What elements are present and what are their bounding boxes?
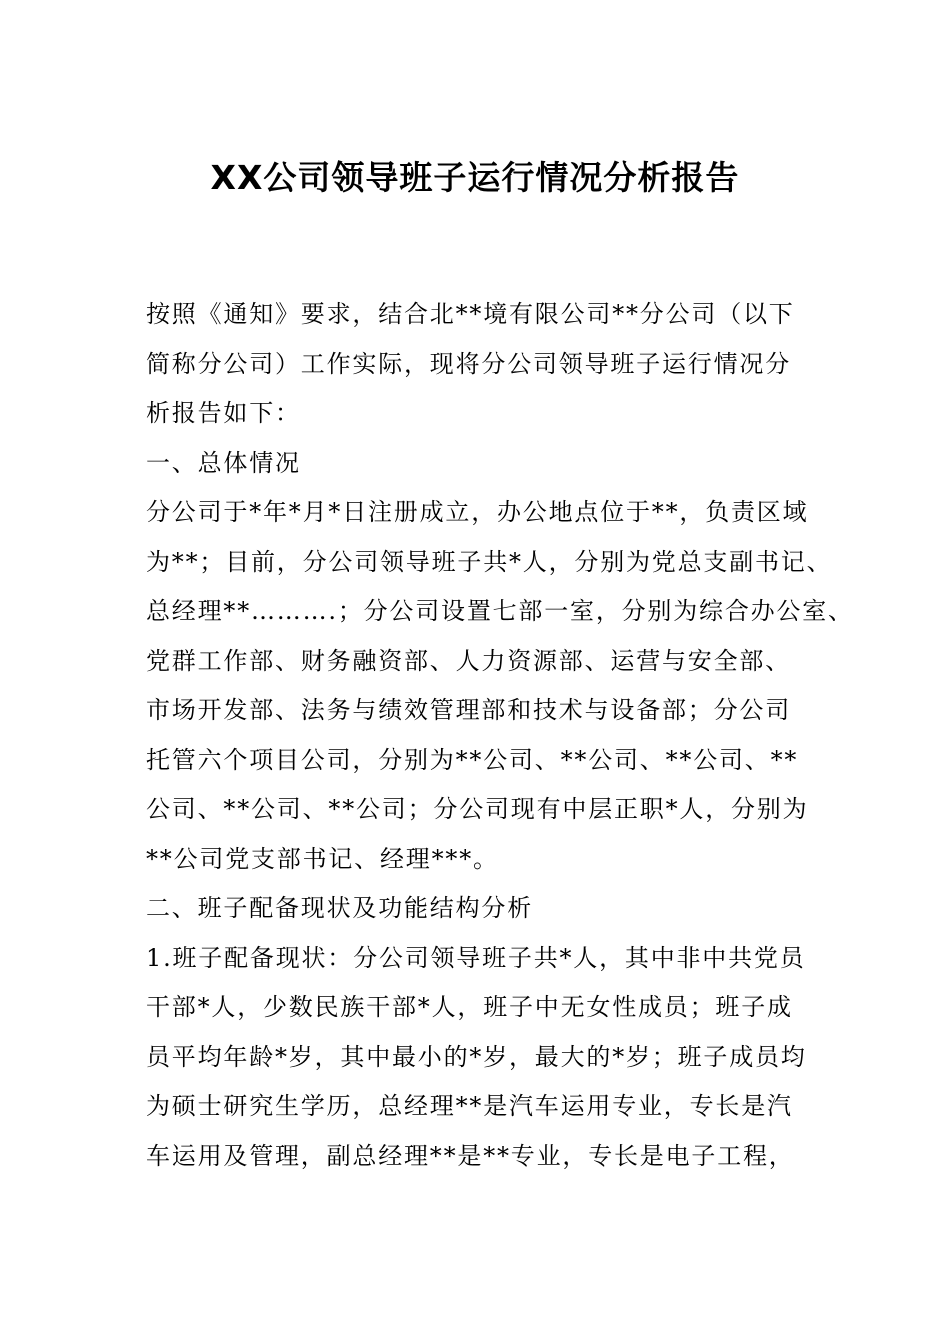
text-line: 分公司于*年*月*日注册成立，办公地点位于**，负责区域 xyxy=(146,498,809,526)
section-heading: 二、班子配备现状及功能结构分析 xyxy=(146,894,533,922)
text-line: 车运用及管理，副总经理**是**专业，专长是电子工程， xyxy=(146,1141,795,1170)
text-line: 为硕士研究生学历，总经理**是汽车运用专业，专长是汽 xyxy=(146,1092,793,1120)
text-line: 析报告如下： xyxy=(146,399,301,427)
text-line: 党群工作部、财务融资部、人力资源部、运营与安全部、 xyxy=(146,646,791,675)
text-line: 1.班子配备现状：分公司领导班子共*人，其中非中共党员 xyxy=(146,943,806,972)
text-line: **公司党支部书记、经理***。 xyxy=(146,844,499,873)
text-line: 干部*人，少数民族干部*人，班子中无女性成员；班子成 xyxy=(146,993,793,1021)
text-line: 市场开发部、法务与绩效管理部和技术与设备部；分公司 xyxy=(146,696,791,724)
text-line: 简称分公司）工作实际，现将分公司领导班子运行情况分 xyxy=(146,349,791,378)
document-body xyxy=(146,290,854,1181)
document-title: XX公司领导班子运行情况分析报告 xyxy=(210,158,740,197)
text-line: 按照《通知》要求，结合北**境有限公司**分公司（以下 xyxy=(146,300,795,328)
text-line: 为**；目前，分公司领导班子共*人，分别为党总支副书记、 xyxy=(146,547,833,576)
text-line: 员平均年龄*岁，其中最小的*岁，最大的*岁；班子成员均 xyxy=(146,1042,807,1071)
section-heading: 一、总体情况 xyxy=(146,448,301,477)
text-line: 托管六个项目公司，分别为**公司、**公司、**公司、** xyxy=(146,745,799,774)
text-line: 公司、**公司、**公司；分公司现有中层正职*人，分别为 xyxy=(146,795,809,823)
text-line: 总经理**……….；分公司设置七部一室，分别为综合办公室、 xyxy=(146,597,854,625)
